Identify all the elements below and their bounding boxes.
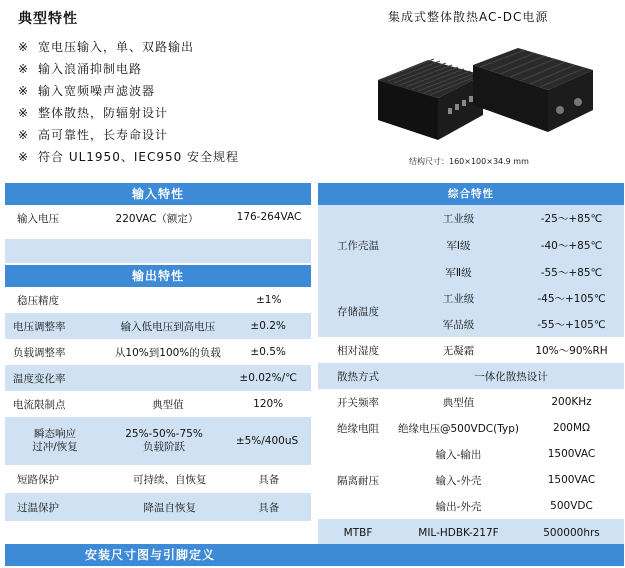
table-row: 军品级 -55～+105℃ bbox=[318, 311, 624, 337]
table-row: 散热方式 一体化散热设计 bbox=[318, 363, 624, 389]
table-row: 军Ⅰ级 -40～+85℃ bbox=[318, 232, 624, 259]
table-row: 工作壳温 工业级 -25～+85℃ bbox=[318, 205, 624, 232]
table-row: 过温保护 降温自恢复 具备 bbox=[5, 493, 311, 521]
table-row: 相对湿度 无凝霜 10%～90%RH bbox=[318, 337, 624, 363]
product-dimensions: 结构尺寸：160×100×34.9 mm bbox=[409, 157, 529, 166]
table-row: 输入-外壳 1500VAC bbox=[318, 467, 624, 493]
feature-item: ※ 整体散热，防辐射设计 bbox=[18, 106, 169, 120]
table-row: 瞬态响应 过冲/恢复 25%-50%-75% 负载阶跃 ±5%/400uS bbox=[5, 417, 311, 465]
table-row: 存储温度 工业级 -45～+105℃ bbox=[318, 285, 624, 311]
features-title: 典型特性 bbox=[18, 11, 78, 27]
table-row: 绝缘电阻 绝缘电压@500VDC(Typ) 200MΩ bbox=[318, 415, 624, 441]
table-row: 短路保护 可持续、自恢复 具备 bbox=[5, 465, 311, 493]
feature-item: ※ 输入浪涌抑制电路 bbox=[18, 62, 143, 76]
left-spec-column bbox=[5, 183, 311, 521]
product-title: 集成式整体散热AC-DC电源 bbox=[388, 10, 549, 24]
table-row: 输入电压 220VAC（额定） 176-264VAC bbox=[5, 205, 311, 239]
footer-title: 安装尺寸图与引脚定义 bbox=[5, 544, 624, 566]
feature-item: ※ 输入宽频噪声滤波器 bbox=[18, 84, 156, 98]
output-header: 输出特性 bbox=[5, 265, 311, 287]
table-row: 温度变化率 ±0.02%/℃ bbox=[5, 365, 311, 391]
input-header: 输入特性 bbox=[5, 183, 311, 205]
feature-item: ※ 高可靠性，长寿命设计 bbox=[18, 128, 169, 142]
feature-item: ※ 符合 UL1950、IEC950 安全规程 bbox=[18, 150, 240, 164]
feature-item: ※ 宽电压输入，单、双路输出 bbox=[18, 40, 195, 54]
table-row: 电流限制点 典型值 120% bbox=[5, 391, 311, 417]
table-row: 负载调整率 从10%到100%的负载 ±0.5% bbox=[5, 339, 311, 365]
table-row: MTBF MIL-HDBK-217F 500000hrs bbox=[318, 519, 624, 547]
general-spec-table bbox=[318, 183, 624, 547]
table-row: 稳压精度 ±1% bbox=[5, 287, 311, 313]
spacer-row bbox=[5, 239, 311, 263]
product-image bbox=[368, 40, 598, 150]
table-row: 输出-外壳 500VDC bbox=[318, 493, 624, 519]
table-row: 军Ⅱ级 -55～+85℃ bbox=[318, 259, 624, 285]
table-row: 隔离耐压 输入-输出 1500VAC bbox=[318, 441, 624, 467]
general-header: 综合特性 bbox=[318, 183, 624, 205]
table-row: 开关频率 典型值 200KHz bbox=[318, 389, 624, 415]
table-row: 电压调整率 输入低电压到高电压 ±0.2% bbox=[5, 313, 311, 339]
